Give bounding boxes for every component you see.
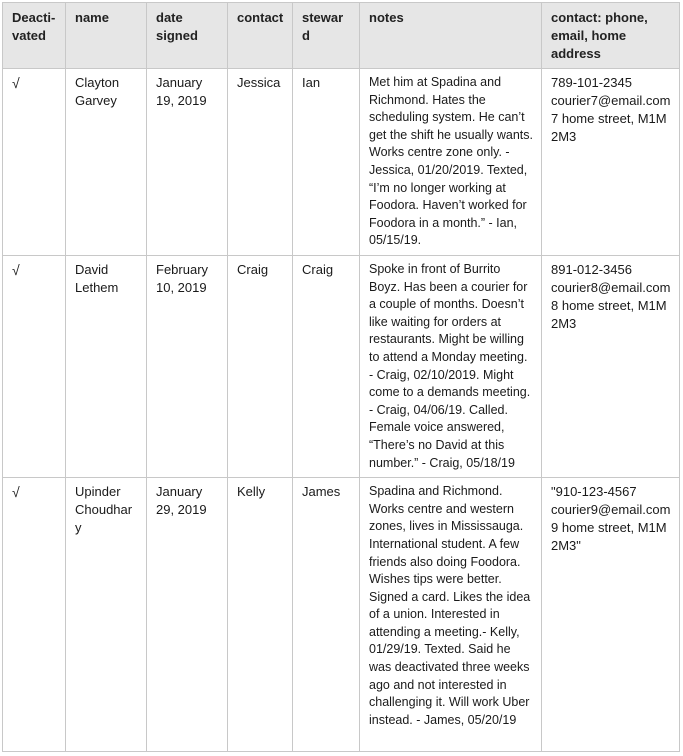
contact-cell: Craig <box>228 256 293 478</box>
name-cell: Upinder Choudhary <box>66 478 147 752</box>
contact-info-cell: 891-012-3456 courier8@email.com 8 home street, M1M 2M3 <box>542 256 680 478</box>
header-steward: steward <box>293 3 360 69</box>
contact-cell: Kelly <box>228 478 293 752</box>
name-cell: Clayton Garvey <box>66 69 147 256</box>
header-deactivated: Deacti-vated <box>3 3 66 69</box>
date-signed-cell: January 19, 2019 <box>147 69 228 256</box>
table-row <box>3 256 680 478</box>
header-contact-info: contact: phone, email, home address <box>542 3 680 69</box>
table-row <box>3 478 680 752</box>
steward-cell: James <box>293 478 360 752</box>
table-row <box>3 69 680 256</box>
contact-info-cell: 789-101-2345 courier7@email.com 7 home street, M1M 2M3 <box>542 69 680 256</box>
header-contact: contact <box>228 3 293 69</box>
notes-cell: Spoke in front of Burrito Boyz. Has been a courier for a couple of months. Doesn’t like waiting for orders at restaurants. Might be willing to attend a Monday meeting. - Craig, 02/10/2019. Might come to a demands meeting. - Craig, 04/06/19. Called. Female voice answered, “There’s no David at this number.” - Craig, 05/18/19 <box>360 256 542 478</box>
date-signed-cell: January 29, 2019 <box>147 478 228 752</box>
contacts-table <box>2 2 680 752</box>
header-date-signed: date signed <box>147 3 228 69</box>
steward-cell: Ian <box>293 69 360 256</box>
header-name: name <box>66 3 147 69</box>
notes-cell: Spadina and Richmond. Works centre and western zones, lives in Mississauga. International student. A few friends also doing Foodora. Wishes tips were better. Signed a card. Likes the idea of a union. Interested in attending a meeting.- Kelly, 01/29/19. Texted. Said he was deactivated three weeks ago and not interested in challenging it. Will work Uber instead. - James, 05/20/19 <box>360 478 542 752</box>
header-notes: notes <box>360 3 542 69</box>
deactivated-check: √ <box>3 69 66 256</box>
header-row <box>3 3 680 69</box>
deactivated-check: √ <box>3 256 66 478</box>
notes-cell: Met him at Spadina and Richmond. Hates the scheduling system. He can’t get the shift he usually wants. Works centre zone only. - Jessica, 01/20/2019. Texted, “I’m no longer working at Foodora. Haven’t worked for Foodora in a month.” - Ian, 05/15/19. <box>360 69 542 256</box>
steward-cell: Craig <box>293 256 360 478</box>
contact-info-cell: "910-123-4567 courier9@email.com 9 home street, M1M 2M3" <box>542 478 680 752</box>
deactivated-check: √ <box>3 478 66 752</box>
contact-cell: Jessica <box>228 69 293 256</box>
name-cell: David Lethem <box>66 256 147 478</box>
date-signed-cell: February 10, 2019 <box>147 256 228 478</box>
